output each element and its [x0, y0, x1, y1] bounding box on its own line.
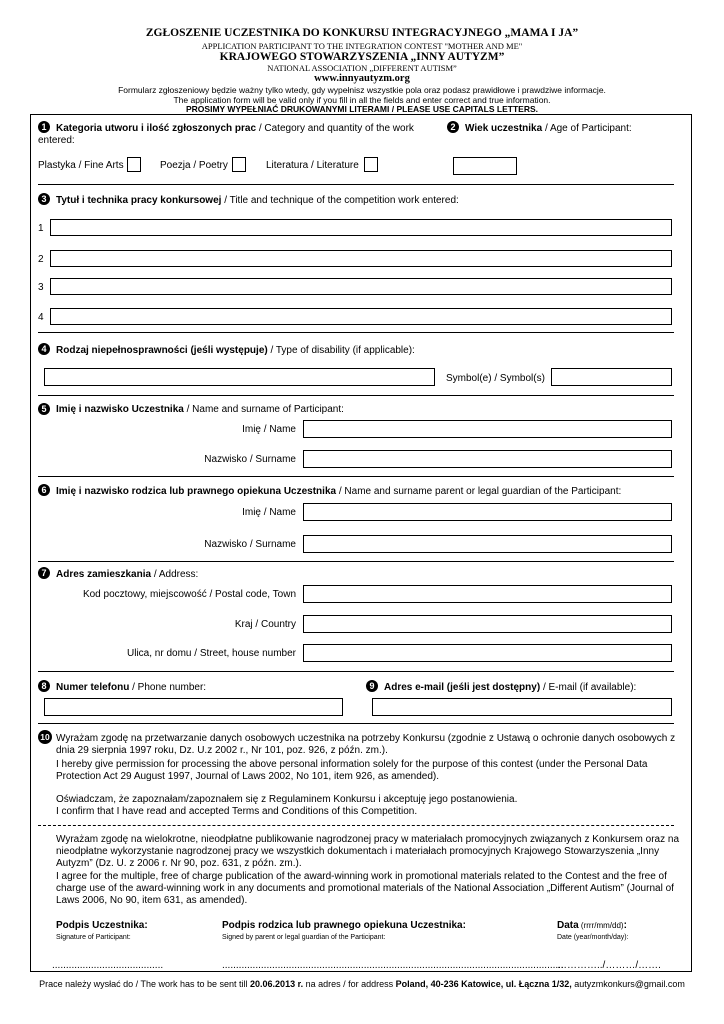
consent-data-processing-pl: Wyrażam zgodę na przetwarzanie danych osobowych uczestnika na potrzeby Konkursu (zgodnie z Ustawą o ochronie danych osobowych z dnia 29 sierpnia 1997 roku, Dz. U.z 2002 r., Nr 101, poz. 926, z późn. zm.).: [56, 733, 676, 756]
section-1-label: [38, 123, 428, 147]
consent-terms-en: I confirm that I have read and accepted Terms and Conditions of this Competition.: [56, 806, 418, 817]
participant-surname-field[interactable]: [303, 450, 672, 468]
section-4-label-rest: / Type of disability (if applicable):: [267, 345, 415, 356]
section-8-label: [56, 682, 206, 694]
date-line[interactable]: …………../………/…….: [557, 960, 661, 971]
section-6-number: 6: [38, 484, 50, 496]
date-colon: :: [623, 920, 627, 931]
footer-note: [0, 979, 724, 989]
section-4-number: 4: [38, 343, 50, 355]
validity-note-pl: Formularz zgłoszeniowy będzie ważny tylko wtedy, gdy wypełnisz wszystkie pola oraz podasz prawidłowe i prawdziwe informacje.: [118, 85, 606, 95]
section-4-label: [56, 345, 415, 357]
title-row-number: 4: [38, 312, 44, 323]
title-row-number: 3: [38, 282, 44, 293]
section-1-label-line2: entered:: [38, 135, 75, 146]
section-7-label-bold: Adres zamieszkania: [56, 569, 152, 580]
section-3-label: [56, 195, 459, 207]
capitals-note: PROSIMY WYPEŁNIAĆ DRUKOWANYMI LITERAMI / PLEASE USE CAPITALS LETTERS.: [186, 104, 538, 114]
guardian-surname-field[interactable]: [303, 535, 672, 553]
section-7-number: 7: [38, 567, 50, 579]
section-2-label: [465, 123, 632, 135]
title-field-4[interactable]: [50, 308, 672, 325]
section-2-label-bold: Wiek uczestnika: [465, 123, 543, 134]
section-5-number: 5: [38, 403, 50, 415]
participant-signature-label: Podpis Uczestnika:: [56, 920, 148, 931]
postal-code-field[interactable]: [303, 585, 672, 603]
participant-surname-label: Nazwisko / Surname: [204, 454, 296, 465]
section-1-label-bold: Kategoria utworu i ilość zgłoszonych prac: [56, 123, 257, 134]
participant-signature-label-en: Signature of Participant:: [56, 934, 131, 941]
section-4-label-bold: Rodzaj niepełnosprawności (jeśli występuje): [56, 345, 268, 356]
footer-email[interactable]: autyzmkonkurs@gmail.com: [571, 979, 685, 989]
category-literature-label: Literatura / Literature: [266, 160, 359, 171]
validity-note-en: The application form will be valid only if you fill in all the fields and enter correct and true information.: [173, 95, 551, 105]
website-link[interactable]: www.innyautyzm.org: [314, 73, 410, 84]
separator: [38, 561, 674, 562]
footer-pre: Prace należy wysłać do / The work has to be sent till: [39, 979, 251, 989]
section-3-number: 3: [38, 193, 50, 205]
category-literature-field[interactable]: [364, 157, 378, 172]
section-7-label: [56, 569, 198, 581]
category-fine-arts-label: Plastyka / Fine Arts: [38, 160, 124, 171]
section-8-label-bold: Numer telefonu: [56, 682, 130, 693]
phone-field[interactable]: [44, 698, 343, 716]
section-9-label-bold: Adres e-mail (jeśli jest dostępny): [384, 682, 541, 693]
section-6-label-rest: / Name and surname parent or legal guardian of the Participant:: [336, 486, 622, 497]
separator: [38, 332, 674, 333]
section-10-number: 10: [38, 730, 52, 744]
participant-name-field[interactable]: [303, 420, 672, 438]
consent-publication-en: I agree for the multiple, free of charge publication of the award-winning work in promotional materials related to the Contest and the free of charge use of the award-winning work in any documents and promotional materials of the National Association „Different Autism” (Journal of Laws 2006, No 90, item 631, as amended).: [56, 871, 674, 906]
participant-name-label: Imię / Name: [242, 424, 296, 435]
category-fine-arts-field[interactable]: [127, 157, 141, 172]
section-6-label: [56, 486, 621, 498]
organization-en: NATIONAL ASSOCIATION „DIFFERENT AUTISM”: [267, 63, 457, 73]
consent-publication-pl: Wyrażam zgodę na wielokrotne, nieodpłatne publikowanie nagrodzonej pracy w materiałach promocyjnych związanych z Konkursem oraz na nieodpłatne wykorzystanie nagrodzonej pracy we wszystkich dokumentach i materiałach promocyjnych Krajowego Stowarzyszenia „Inny Autyzm” (Dz. U. z 2006 r. Nr 90, poz. 631, z późn. zm.).: [56, 834, 680, 869]
section-2-label-rest: / Age of Participant:: [542, 123, 632, 134]
country-field[interactable]: [303, 615, 672, 633]
date-label-en: Date (year/month/day):: [557, 934, 629, 941]
guardian-name-label: Imię / Name: [242, 507, 296, 518]
category-poetry-label: Poezja / Poetry: [160, 160, 228, 171]
section-1-label-rest: / Category and quantity of the work: [256, 123, 414, 134]
email-field[interactable]: [372, 698, 672, 716]
section-3-label-rest: / Title and technique of the competition work entered:: [221, 195, 459, 206]
guardian-surname-label: Nazwisko / Surname: [204, 539, 296, 550]
title-row-number: 1: [38, 223, 44, 234]
section-2-number: 2: [447, 121, 459, 133]
section-8-label-rest: / Phone number:: [129, 682, 207, 693]
street-label: Ulica, nr domu / Street, house number: [127, 648, 296, 659]
section-8-number: 8: [38, 680, 50, 692]
symbol-field[interactable]: [551, 368, 672, 386]
guardian-signature-label-en: Signed by parent or legal guardian of the Participant:: [222, 934, 386, 941]
country-label: Kraj / Country: [234, 619, 296, 630]
section-3-label-bold: Tytuł i technika pracy konkursowej: [56, 195, 222, 206]
date-format: (rrrr/mm/dd): [578, 921, 624, 930]
section-9-number: 9: [366, 680, 378, 692]
date-label: [557, 920, 627, 932]
title-field-2[interactable]: [50, 250, 672, 267]
separator: [38, 825, 674, 826]
separator: [38, 671, 674, 672]
participant-signature-line[interactable]: ........................................: [52, 960, 164, 971]
footer-mid: na adres / for address: [303, 979, 396, 989]
consent-terms-pl: Oświadczam, że zapoznałam/zapoznałem się z Regulaminem Konkursu i akceptuję jego postanowienia.: [56, 794, 518, 805]
guardian-signature-label: Podpis rodzica lub prawnego opiekuna Uczestnika:: [222, 920, 466, 931]
section-9-label: [384, 682, 636, 694]
age-field[interactable]: [453, 157, 517, 175]
disability-field[interactable]: [44, 368, 435, 386]
separator: [38, 476, 674, 477]
section-5-label-rest: / Name and surname of Participant:: [183, 404, 344, 415]
section-1-number: 1: [38, 121, 50, 133]
guardian-name-field[interactable]: [303, 503, 672, 521]
street-field[interactable]: [303, 644, 672, 662]
section-5-label-bold: Imię i nazwisko Uczestnika: [56, 404, 184, 415]
form-title-en: APPLICATION PARTICIPANT TO THE INTEGRATION CONTEST "MOTHER AND ME": [201, 41, 523, 51]
guardian-signature-line[interactable]: ...........................................................................................................................: [222, 960, 564, 971]
organization-pl: KRAJOWEGO STOWARZYSZENIA „INNY AUTYZM”: [219, 51, 505, 63]
footer-address: Poland, 40-236 Katowice, ul. Łączna 1/32,: [395, 979, 572, 989]
separator: [38, 395, 674, 396]
section-9-label-rest: / E-mail (if available):: [540, 682, 637, 693]
section-5-label: [56, 404, 344, 416]
section-7-label-rest: / Address:: [151, 569, 199, 580]
consent-data-processing-en: I hereby give permission for processing the above personal information solely for the purpose of this contest (under the Personal Data Protection Act 29 August 1997, Journal of Laws 2002, No 101, item 926, as amended).: [56, 759, 648, 782]
date-label-bold: Data: [557, 920, 579, 931]
form-title-pl: ZGŁOSZENIE UCZESTNIKA DO KONKURSU INTEGRACYJNEGO „MAMA I JA”: [145, 27, 579, 39]
title-field-3[interactable]: [50, 278, 672, 295]
separator: [38, 184, 674, 185]
title-row-number: 2: [38, 254, 44, 265]
section-6-label-bold: Imię i nazwisko rodzica lub prawnego opiekuna Uczestnika: [56, 486, 337, 497]
symbol-label: Symbol(e) / Symbol(s): [446, 373, 545, 384]
separator: [38, 723, 674, 724]
category-poetry-field[interactable]: [232, 157, 246, 172]
postal-code-label: Kod pocztowy, miejscowość / Postal code, Town: [82, 589, 296, 600]
title-field-1[interactable]: [50, 219, 672, 236]
footer-deadline: 20.06.2013 r.: [250, 979, 304, 989]
